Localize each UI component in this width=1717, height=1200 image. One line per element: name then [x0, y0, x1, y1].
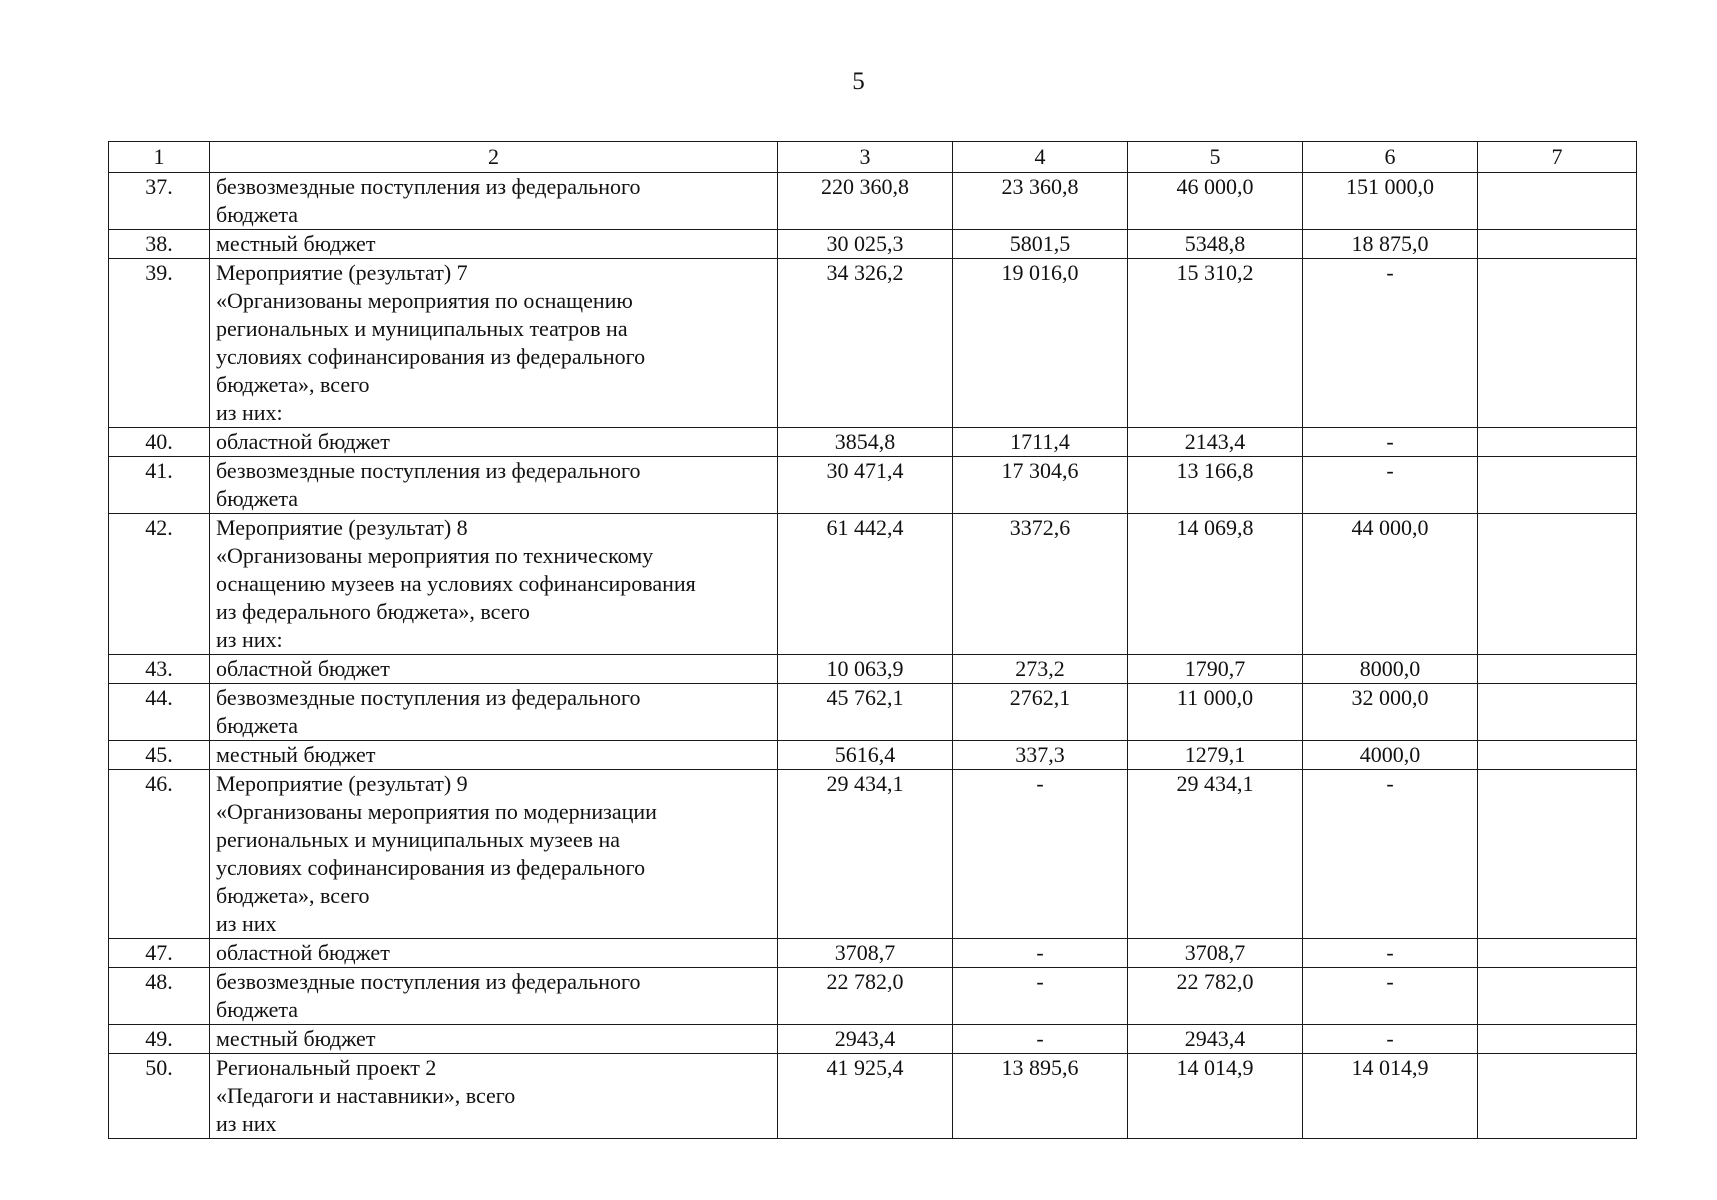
col6-value: 4000,0 [1303, 741, 1478, 770]
row-number: 45. [109, 741, 210, 770]
row-number: 39. [109, 259, 210, 428]
col6-value: - [1303, 968, 1478, 1025]
col5-value: 2143,4 [1128, 428, 1303, 457]
row-number: 38. [109, 230, 210, 259]
page-number: 5 [852, 68, 865, 95]
column-header: 5 [1128, 142, 1303, 173]
col3-value: 30 025,3 [778, 230, 953, 259]
column-header: 2 [210, 142, 778, 173]
row-number: 47. [109, 939, 210, 968]
col7-value [1478, 968, 1637, 1025]
row-description: безвозмездные поступления из федерального бюджета [210, 457, 778, 514]
col4-value: 273,2 [953, 655, 1128, 684]
col3-value: 3708,7 [778, 939, 953, 968]
col5-value: 11 000,0 [1128, 684, 1303, 741]
row-description: местный бюджет [210, 1025, 778, 1054]
col6-value: 18 875,0 [1303, 230, 1478, 259]
col3-value: 61 442,4 [778, 514, 953, 655]
col7-value [1478, 770, 1637, 939]
col7-value [1478, 259, 1637, 428]
col5-value: 3708,7 [1128, 939, 1303, 968]
col6-value: 44 000,0 [1303, 514, 1478, 655]
row-description: Мероприятие (результат) 7 «Организованы мероприятия по оснащению региональных и муниципальных театров на условиях софинансирования из федерального бюджета», всего из них: [210, 259, 778, 428]
table-row [109, 259, 1637, 428]
col5-value: 14 014,9 [1128, 1054, 1303, 1139]
table-row [109, 1054, 1637, 1139]
row-description: Мероприятие (результат) 8 «Организованы мероприятия по техническому оснащению музеев на условиях софинансирования из федерального бюджета», всего из них: [210, 514, 778, 655]
table-row [109, 230, 1637, 259]
column-header: 1 [109, 142, 210, 173]
column-number-row [109, 142, 1637, 173]
col6-value: - [1303, 1025, 1478, 1054]
row-number: 37. [109, 173, 210, 230]
table-row [109, 1025, 1637, 1054]
column-header: 4 [953, 142, 1128, 173]
col7-value [1478, 939, 1637, 968]
col4-value: 23 360,8 [953, 173, 1128, 230]
col6-value: 14 014,9 [1303, 1054, 1478, 1139]
col4-value: 1711,4 [953, 428, 1128, 457]
col5-value: 22 782,0 [1128, 968, 1303, 1025]
col5-value: 46 000,0 [1128, 173, 1303, 230]
col7-value [1478, 684, 1637, 741]
col6-value: 32 000,0 [1303, 684, 1478, 741]
col6-value: - [1303, 770, 1478, 939]
col6-value: - [1303, 428, 1478, 457]
col3-value: 220 360,8 [778, 173, 953, 230]
col7-value [1478, 741, 1637, 770]
col6-value: - [1303, 939, 1478, 968]
col3-value: 10 063,9 [778, 655, 953, 684]
col4-value: 3372,6 [953, 514, 1128, 655]
col6-value: 151 000,0 [1303, 173, 1478, 230]
table-row [109, 173, 1637, 230]
row-description: Региональный проект 2 «Педагоги и наставники», всего из них [210, 1054, 778, 1139]
row-description: безвозмездные поступления из федерального бюджета [210, 173, 778, 230]
col7-value [1478, 230, 1637, 259]
col3-value: 30 471,4 [778, 457, 953, 514]
col7-value [1478, 173, 1637, 230]
row-description: местный бюджет [210, 741, 778, 770]
col3-value: 45 762,1 [778, 684, 953, 741]
row-number: 41. [109, 457, 210, 514]
col4-value: - [953, 968, 1128, 1025]
table-row [109, 684, 1637, 741]
row-description: областной бюджет [210, 939, 778, 968]
col7-value [1478, 655, 1637, 684]
col4-value: - [953, 1025, 1128, 1054]
col4-value: 5801,5 [953, 230, 1128, 259]
col4-value: - [953, 770, 1128, 939]
table-row [109, 655, 1637, 684]
col5-value: 14 069,8 [1128, 514, 1303, 655]
col4-value: 19 016,0 [953, 259, 1128, 428]
col3-value: 41 925,4 [778, 1054, 953, 1139]
col3-value: 29 434,1 [778, 770, 953, 939]
column-header: 3 [778, 142, 953, 173]
col3-value: 5616,4 [778, 741, 953, 770]
col4-value: 2762,1 [953, 684, 1128, 741]
row-number: 48. [109, 968, 210, 1025]
table-row [109, 428, 1637, 457]
col7-value [1478, 514, 1637, 655]
row-number: 44. [109, 684, 210, 741]
col6-value: - [1303, 259, 1478, 428]
col3-value: 2943,4 [778, 1025, 953, 1054]
column-header: 7 [1478, 142, 1637, 173]
column-header: 6 [1303, 142, 1478, 173]
row-description: безвозмездные поступления из федерального бюджета [210, 684, 778, 741]
col7-value [1478, 1025, 1637, 1054]
budget-table [108, 141, 1637, 1139]
col3-value: 3854,8 [778, 428, 953, 457]
col5-value: 29 434,1 [1128, 770, 1303, 939]
col5-value: 1790,7 [1128, 655, 1303, 684]
col5-value: 1279,1 [1128, 741, 1303, 770]
col5-value: 2943,4 [1128, 1025, 1303, 1054]
col7-value [1478, 457, 1637, 514]
col7-value [1478, 428, 1637, 457]
col5-value: 5348,8 [1128, 230, 1303, 259]
row-description: областной бюджет [210, 428, 778, 457]
table-row [109, 457, 1637, 514]
row-number: 40. [109, 428, 210, 457]
row-number: 46. [109, 770, 210, 939]
row-number: 42. [109, 514, 210, 655]
table-row [109, 770, 1637, 939]
table-row [109, 968, 1637, 1025]
table-row [109, 939, 1637, 968]
col5-value: 15 310,2 [1128, 259, 1303, 428]
row-description: областной бюджет [210, 655, 778, 684]
row-description: Мероприятие (результат) 9 «Организованы мероприятия по модернизации региональных и муниципальных музеев на условиях софинансирования из федерального бюджета», всего из них [210, 770, 778, 939]
col6-value: - [1303, 457, 1478, 514]
col3-value: 34 326,2 [778, 259, 953, 428]
col7-value [1478, 1054, 1637, 1139]
col4-value: 17 304,6 [953, 457, 1128, 514]
row-description: безвозмездные поступления из федерального бюджета [210, 968, 778, 1025]
row-number: 49. [109, 1025, 210, 1054]
col3-value: 22 782,0 [778, 968, 953, 1025]
col6-value: 8000,0 [1303, 655, 1478, 684]
col4-value: 337,3 [953, 741, 1128, 770]
row-description: местный бюджет [210, 230, 778, 259]
col4-value: 13 895,6 [953, 1054, 1128, 1139]
table-row [109, 741, 1637, 770]
col4-value: - [953, 939, 1128, 968]
table-row [109, 514, 1637, 655]
col5-value: 13 166,8 [1128, 457, 1303, 514]
row-number: 50. [109, 1054, 210, 1139]
row-number: 43. [109, 655, 210, 684]
